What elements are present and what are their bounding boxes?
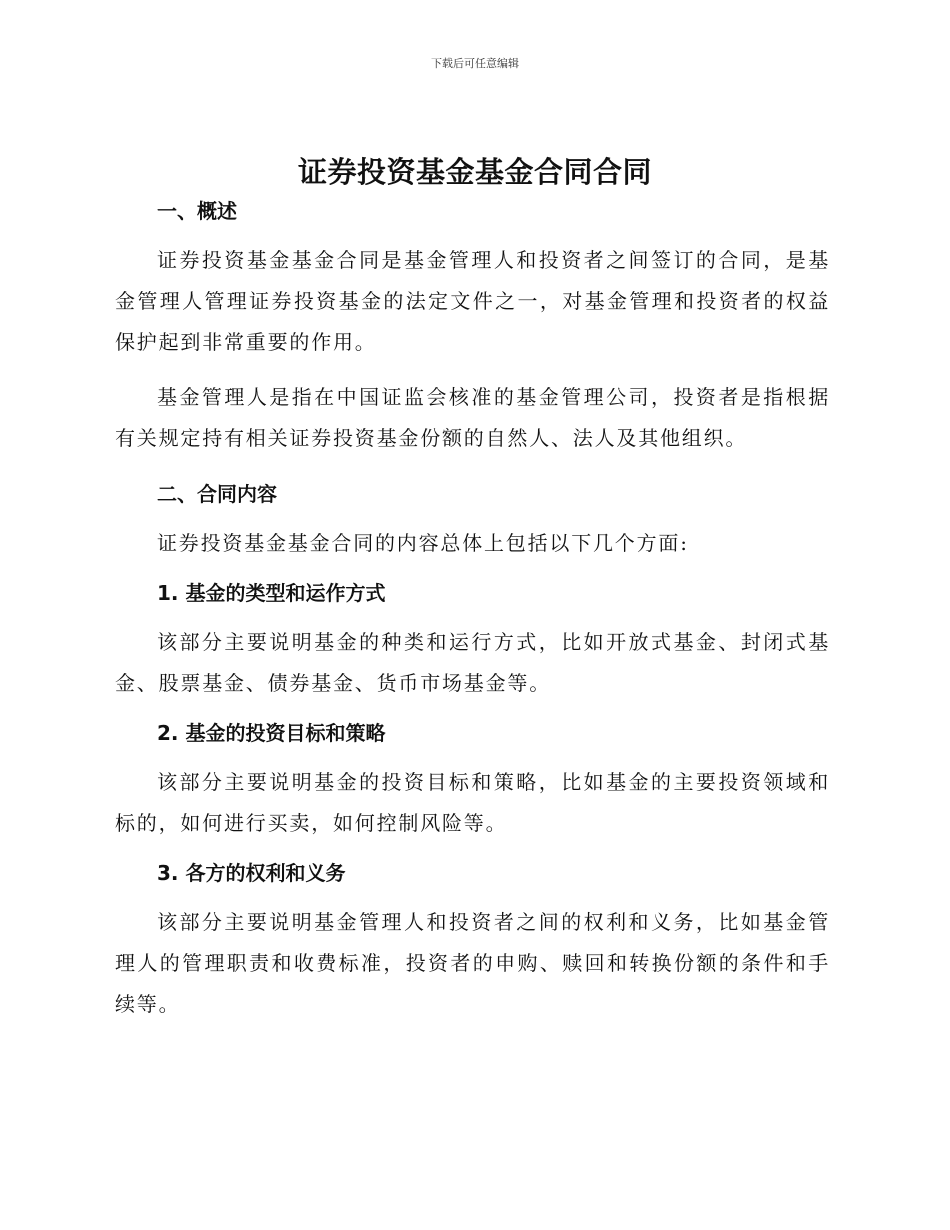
paragraph-item-2: 该部分主要说明基金的投资目标和策略，比如基金的主要投资领域和标的，如何进行买卖，如何控制风险等。: [115, 770, 830, 835]
section-heading-overview: 一、概述: [157, 199, 237, 223]
document-title: 证券投资基金基金合同合同: [297, 155, 652, 189]
paragraph-item-3: 该部分主要说明基金管理人和投资者之间的权利和义务，比如基金管理人的管理职责和收费标准，投资者的申购、赎回和转换份额的条件和手续等。: [115, 910, 830, 1016]
paragraph-overview-2: 基金管理人是指在中国证监会核准的基金管理公司，投资者是指根据有关规定持有相关证券投资基金份额的自然人、法人及其他组织。: [115, 385, 830, 450]
document-body: [115, 196, 830, 1025]
paragraph-item-1: 该部分主要说明基金的种类和运行方式，比如开放式基金、封闭式基金、股票基金、债券基金、货币市场基金等。: [115, 630, 830, 695]
paragraph-content-intro: 证券投资基金基金合同的内容总体上包括以下几个方面:: [157, 531, 689, 555]
header-note: 下载后可任意编辑: [431, 57, 519, 70]
paragraph-overview-1: 证券投资基金基金合同是基金管理人和投资者之间签订的合同，是基金管理人管理证券投资基金的法定文件之一，对基金管理和投资者的权益保护起到非常重要的作用。: [115, 248, 830, 354]
item-heading-3: 3. 各方的权利和义务: [157, 861, 346, 885]
item-heading-2: 2. 基金的投资目标和策略: [157, 721, 386, 745]
item-heading-1: 1. 基金的类型和运作方式: [157, 581, 386, 605]
section-heading-content: 二、合同内容: [157, 482, 277, 506]
